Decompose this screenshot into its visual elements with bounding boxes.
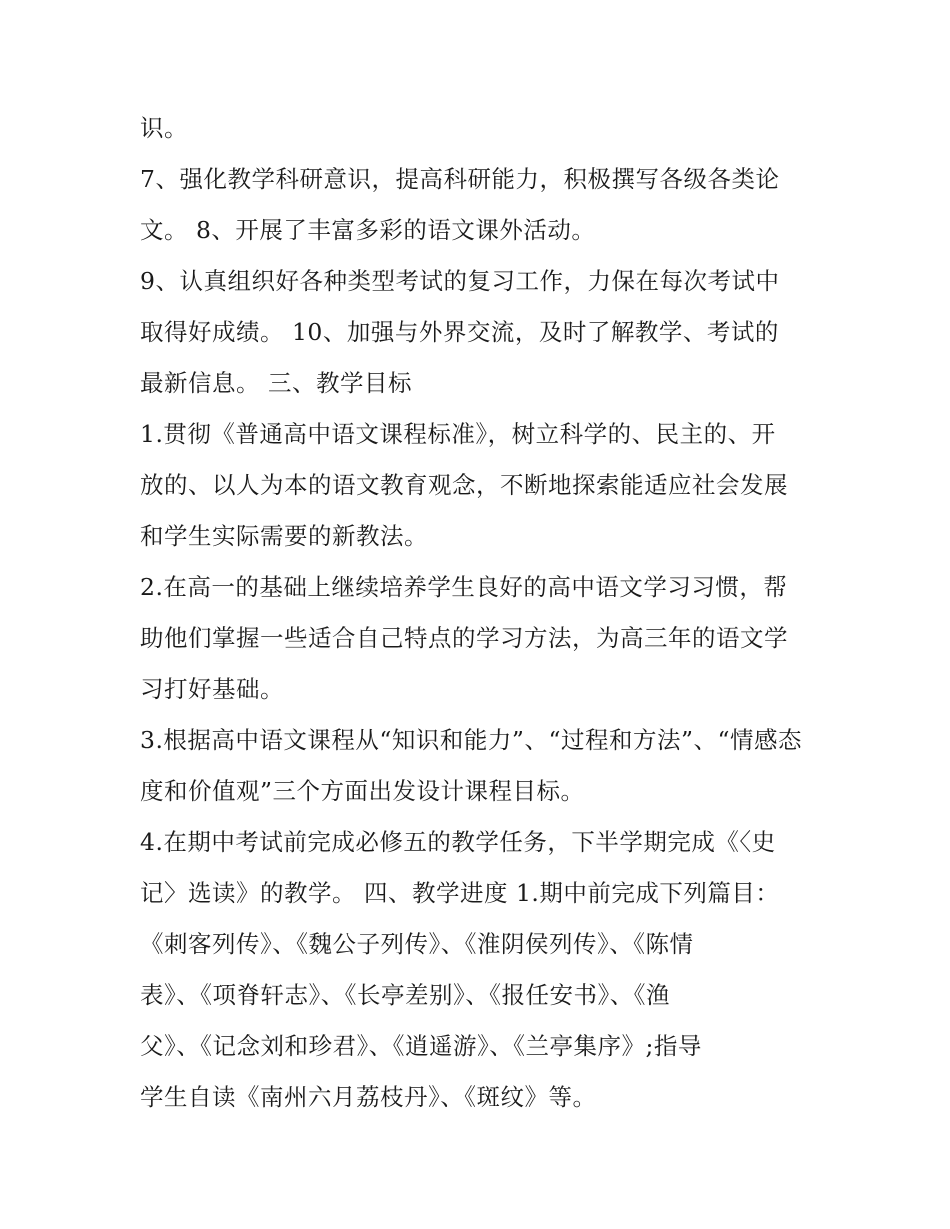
text-line: 助他们掌握一些适合自己特点的学习方法，为高三年的语文学 — [140, 624, 788, 652]
text-line: 表》、《项脊轩志》、《长亭差别》、《报任安书》、《渔 — [140, 981, 670, 1009]
text-line: 2.在高一的基础上继续培养学生良好的高中语文学习习惯，帮 — [140, 573, 788, 601]
text-line: 《刺客列传》、《魏公子列传》、《淮阴侯列传》、《陈情 — [140, 930, 694, 958]
text-line: 习打好基础。 — [140, 675, 284, 703]
text-line: 学生自读《南州六月荔枝丹》、《斑纹》等。 — [140, 1083, 597, 1111]
text-line: 4.在期中考试前完成必修五的教学任务，下半学期完成《〈史 — [140, 828, 776, 856]
text-line: 3.根据高中语文课程从“知识和能力”、“过程和方法”、“情感态 — [140, 726, 802, 754]
text-line: 取得好成绩。 10、加强与外界交流，及时了解教学、考试的 — [140, 318, 779, 346]
text-line: 7、强化教学科研意识，提高科研能力，积极撰写各级各类论 — [140, 165, 780, 193]
text-line: 识。 — [140, 114, 188, 142]
text-line: 度和价值观”三个方面出发设计课程目标。 — [140, 777, 585, 805]
text-line: 1.贯彻《普通高中语文课程标准》，树立科学的、民主的、开 — [140, 420, 776, 448]
body-text — [140, 103, 820, 1123]
text-line: 放的、以人为本的语文教育观念，不断地探索能适应社会发展 — [140, 471, 788, 499]
text-line: 和学生实际需要的新教法。 — [140, 522, 428, 550]
text-line: 记〉选读》的教学。 四、教学进度 1.期中前完成下列篇目： — [140, 879, 780, 907]
text-line: 父》、《记念刘和珍君》、《逍遥游》、《兰亭集序》;指导 — [140, 1032, 702, 1060]
text-line: 文。 8、开展了丰富多彩的语文课外活动。 — [140, 216, 596, 244]
text-line: 最新信息。 三、教学目标 — [140, 369, 412, 397]
text-line: 9、认真组织好各种类型考试的复习工作，力保在每次考试中 — [140, 267, 780, 295]
